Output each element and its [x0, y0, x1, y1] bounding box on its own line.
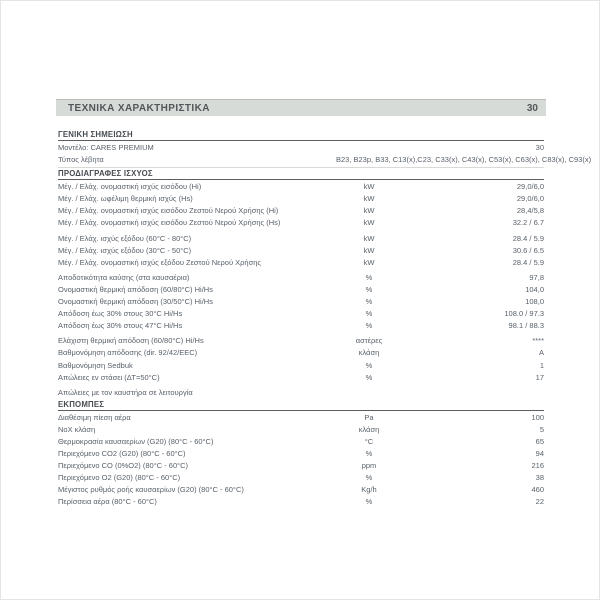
row-label: NoX κλάση — [58, 424, 96, 434]
table-row — [58, 412, 544, 424]
table-row — [58, 460, 544, 472]
row-label: Απόδοση έως 30% στους 30°C Hi/Hs — [58, 309, 183, 319]
row-label: Τύπος λέβητα — [58, 155, 104, 165]
row-label: Ελάχιστη θερμική απόδοση (60/80°C) Hi/Hs — [58, 336, 204, 346]
table-row — [58, 142, 544, 154]
table-row — [58, 284, 544, 296]
row-value — [402, 387, 544, 399]
row-unit: % — [365, 284, 373, 294]
row-unit: kW — [363, 245, 375, 255]
row-value: 30.6 / 6.5 — [512, 245, 544, 255]
row-unit: kW — [363, 194, 375, 204]
row-label: Βαθμονόμηση Sedbuk — [58, 360, 133, 370]
row-label: Μέγ. / Ελάχ. ονομαστική ισχύς εισόδου Ζεστού Νερού Χρήσης (Hi) — [58, 206, 279, 216]
row-label: Μέγ. / Ελάχ. ωφέλιμη θερμική ισχύς (Hs) — [58, 194, 193, 204]
row-label: Περιεχόμενο O2 (G20) (80°C - 60°C) — [58, 473, 181, 483]
table-row — [58, 387, 544, 399]
row-unit: kW — [363, 257, 375, 267]
row-label: Μέγ. / Ελάχ. ονομαστική ισχύς εισόδου (Hi) — [58, 182, 202, 192]
row-label: Περιεχόμενο CO2 (G20) (80°C - 60°C) — [58, 449, 186, 459]
row-value: 29,0/6,0 — [516, 194, 544, 204]
section-title: ΕΚΠΟΜΠΕΣ — [58, 399, 544, 411]
table-row — [58, 496, 544, 508]
row-label: Μέγ. / Ελάχ. ισχύς εξόδου (60°C - 80°C) — [58, 233, 192, 243]
row-label: Θερμοκρασία καυσαερίων (G20) (80°C - 60°C) — [58, 436, 214, 446]
row-unit: kW — [363, 206, 375, 216]
row-label: Απώλειες με τον καυστήρα σε λειτουργία — [58, 387, 193, 397]
table-row — [58, 193, 544, 205]
row-label: Μέγιστος ρυθμός ροής καυσαερίων (G20) (80°C - 60°C) — [58, 485, 244, 495]
table-row — [58, 448, 544, 460]
table-row — [58, 308, 544, 320]
row-value: 5 — [539, 424, 544, 434]
row-unit: % — [365, 473, 373, 483]
table-row — [58, 360, 544, 372]
table-row — [58, 335, 544, 347]
section-rows — [58, 180, 544, 399]
table-row — [58, 484, 544, 496]
row-unit: ppm — [361, 461, 377, 471]
section-rows — [58, 141, 592, 166]
row-unit: % — [365, 497, 373, 507]
row-value: **** — [532, 336, 544, 346]
row-label: Μέγ. / Ελάχ. ονομαστική ισχύς εισόδου Ζεστού Νερού Χρήσης (Hs) — [58, 218, 281, 228]
row-value: 108,0 — [525, 297, 544, 307]
row-value: A — [538, 348, 544, 358]
row-unit: % — [365, 449, 373, 459]
row-value: 29,0/6,0 — [516, 182, 544, 192]
row-unit: Kg/h — [361, 485, 377, 495]
section-title: ΓΕΝΙΚΗ ΣΗΜΕΙΩΣΗ — [58, 129, 544, 141]
page-number: 30 — [526, 102, 538, 114]
row-unit: αστέρες — [355, 336, 383, 346]
table-row — [58, 154, 592, 166]
row-label: Μέγ. / Ελάχ. ισχύς εξόδου (30°C - 50°C) — [58, 245, 192, 255]
row-value: 94 — [535, 449, 544, 459]
row-value: 98.1 / 88.3 — [508, 321, 544, 331]
table-row — [58, 472, 544, 484]
spec-section — [58, 129, 592, 166]
table-row — [58, 233, 544, 245]
page-header-bar — [56, 99, 546, 116]
row-label: Περιεχόμενο CO (0%O2) (80°C - 60°C) — [58, 461, 189, 471]
row-value: 30 — [535, 143, 544, 152]
row-label: Απώλειες εν στάσει (ΔΤ=50°C) — [58, 372, 160, 382]
row-value: 38 — [535, 473, 544, 483]
table-row — [58, 245, 544, 257]
table-row — [58, 436, 544, 448]
table-row — [58, 272, 544, 284]
row-label: Μέγ. / Ελάχ. ονομαστική ισχύς εξόδου Ζεστού Νερού Χρήσης — [58, 257, 262, 267]
row-value: 216 — [531, 461, 544, 471]
row-value: 17 — [535, 372, 544, 382]
row-label: Αποδοτικότητα καύσης (στα καυσαέρια) — [58, 272, 190, 282]
row-unit: % — [365, 309, 373, 319]
table-row — [58, 372, 544, 384]
row-label: Ονομαστική θερμική απόδοση (60/80°C) Hi/Hs — [58, 284, 213, 294]
table-row — [58, 347, 544, 359]
row-unit: Pa — [364, 412, 374, 422]
row-unit: kW — [363, 233, 375, 243]
row-unit: % — [365, 297, 373, 307]
table-row — [58, 205, 544, 217]
row-value: 65 — [535, 436, 544, 446]
row-label: Ονομαστική θερμική απόδοση (30/50°C) Hi/Hs — [58, 297, 213, 307]
row-value: 460 — [531, 485, 544, 495]
row-unit: κλάση — [358, 424, 380, 434]
row-label: Διαθέσιμη πίεση αέρα — [58, 412, 131, 422]
row-unit: % — [365, 360, 373, 370]
row-unit: °C — [364, 436, 374, 446]
row-label: Μοντέλο: CARES PREMIUM — [58, 143, 154, 152]
row-unit: % — [365, 272, 373, 282]
row-value: 1 — [539, 360, 544, 370]
row-value: 32.2 / 6.7 — [512, 218, 544, 228]
table-row — [58, 424, 544, 436]
table-row — [58, 320, 544, 332]
page-title: ΤΕΧΝΙΚΑ ΧΑΡΑΚΤΗΡΙΣΤΙΚΑ — [68, 102, 210, 114]
row-label: Περίσσεια αέρα (80°C - 60°C) — [58, 497, 157, 507]
table-row — [58, 217, 544, 229]
table-row — [58, 296, 544, 308]
table-row — [58, 257, 544, 269]
row-value: 97,8 — [529, 272, 544, 282]
row-value: 100 — [531, 412, 544, 422]
row-unit: kW — [363, 218, 375, 228]
row-label: Βαθμονόμηση απόδοσης (dir. 92/42/EEC) — [58, 348, 198, 358]
section-rows — [58, 411, 544, 509]
row-unit: % — [365, 372, 373, 382]
row-value: 108.0 / 97.3 — [504, 309, 544, 319]
spec-table — [58, 129, 592, 509]
row-unit — [336, 387, 402, 399]
row-value: 28.4 / 5.9 — [512, 233, 544, 243]
row-value: 28.4 / 5.9 — [512, 257, 544, 267]
row-value: 22 — [535, 497, 544, 507]
row-unit: κλάση — [358, 348, 380, 358]
row-unit: % — [365, 321, 373, 331]
spec-section — [58, 399, 544, 509]
row-value: 28,4/5,8 — [516, 206, 544, 216]
table-row — [58, 181, 544, 193]
spec-section — [58, 167, 544, 399]
row-unit: kW — [363, 182, 375, 192]
row-value: B23, B23p, B33, C13(x),C23, C33(x), C43(x), C53(x), C63(x), C83(x), C93(x) — [336, 155, 592, 165]
row-label: Απόδοση έως 30% στους 47°C Hi/Hs — [58, 321, 183, 331]
row-value: 104,0 — [525, 284, 544, 294]
section-title: ΠΡΟΔΙΑΓΡΑΦΕΣ ΙΣΧΥΟΣ — [58, 168, 544, 180]
